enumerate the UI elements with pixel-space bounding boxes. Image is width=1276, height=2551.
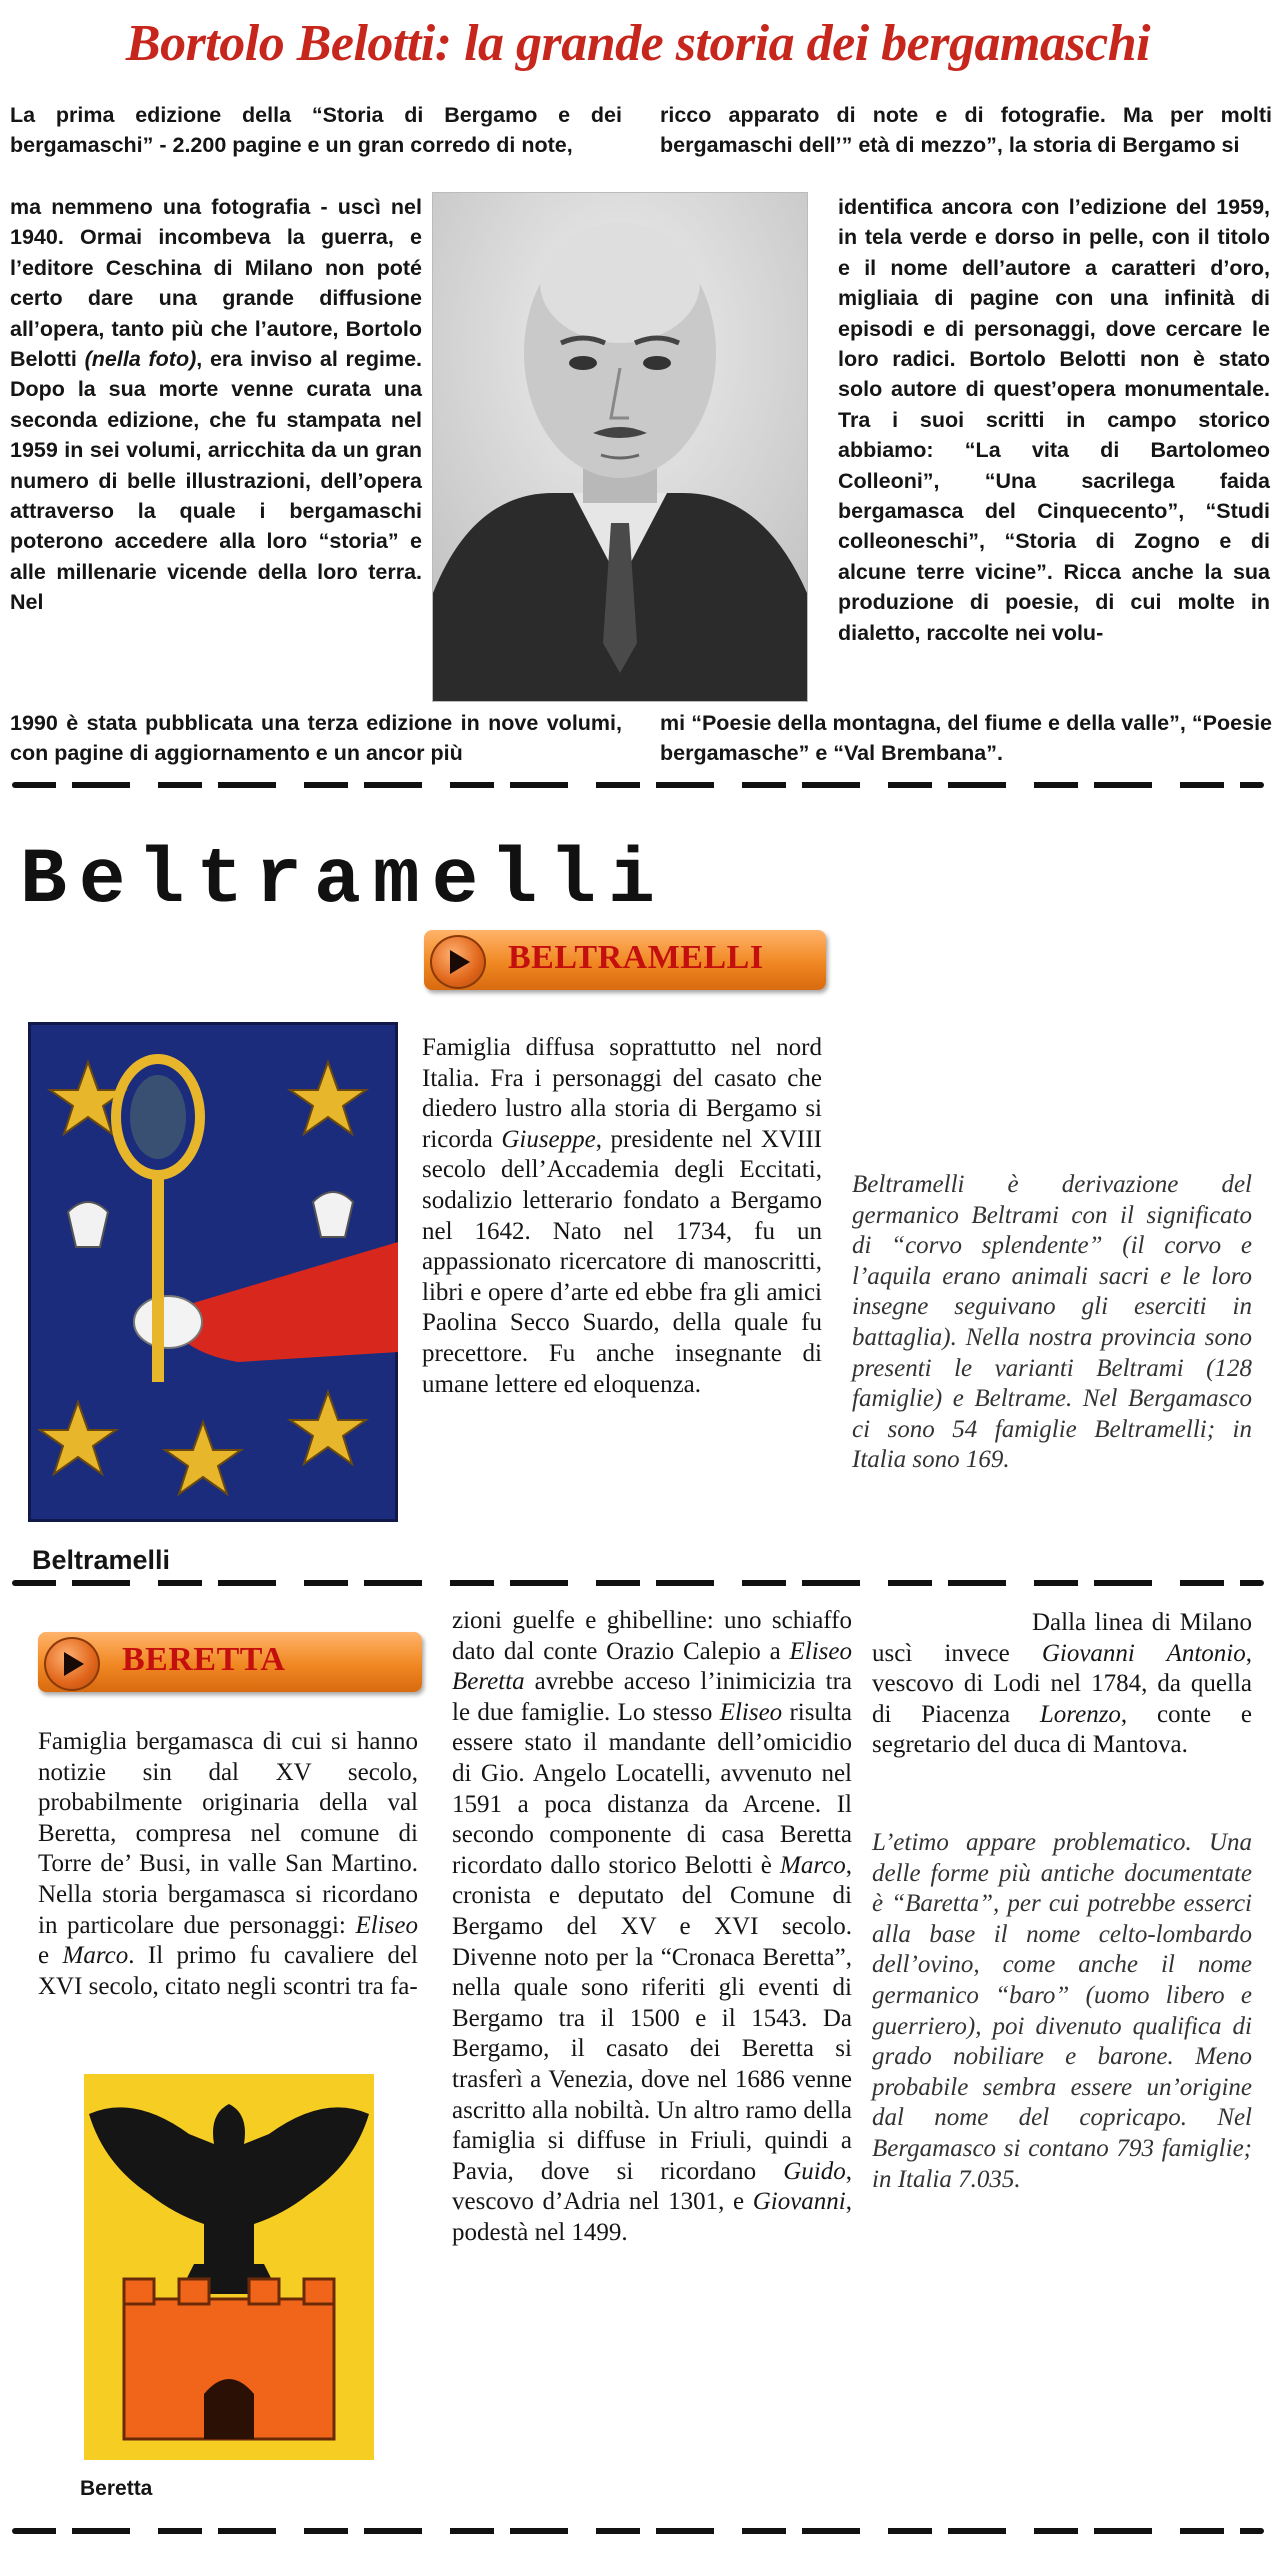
beltramelli-person-name: Giuseppe: [501, 1125, 596, 1153]
beretta-person-name: Eliseo Beretta: [452, 1637, 852, 1696]
beretta-banner-label: BERETTA: [122, 1641, 286, 1678]
beretta-person-name: Guido: [783, 2157, 846, 2185]
belotti-text-left: [10, 192, 422, 618]
coat-of-arms-illustration: [84, 2074, 374, 2460]
beretta-text-span: e: [38, 1942, 63, 1970]
belotti-text-top-left: La prima edizione della “Storia di Bergamo e dei bergamaschi” - 2.200 pagine e un gran corredo di note,: [10, 103, 622, 158]
beltramelli-etymology: Beltramelli è derivazione del germanico Beltrami con il significato di “corvo splendente” (il corvo e l’aquila erano animali sacri e le loro insegne seguivano gli eserciti in battaglia). Nella nostra provincia sono presenti le varianti Beltrami (128 famiglie) e Beltrame. Nel Bergamasco ci sono 54 famiglie Beltramelli; in Italia sono 169.: [852, 1171, 1252, 1474]
play-arrow-icon: [44, 1637, 100, 1691]
beretta-person-name: Giovanni: [752, 2188, 846, 2216]
beltramelli-text-span: Famiglia diffusa soprattutto nel nord Italia. Fra i personaggi del casato che diedero lustro alla storia di Bergamo si ricorda: [422, 1034, 822, 1153]
coat-of-arms-illustration: [28, 1022, 398, 1522]
beltramelli-banner: [424, 930, 826, 990]
beretta-text-span: Famiglia bergamasca di cui si hanno notizie sin dal XV secolo, probabilmente originaria della val Beretta, compresa nel comune di Torre de’ Busi, in valle San Martino. Nella storia bergamasca si ricordano in particolare due personaggi:: [38, 1728, 418, 1939]
beretta-text-span: . Il primo fu cavaliere del XVI secolo, citato negli scontri tra fa-: [38, 1942, 418, 2000]
beretta-person-name: Eliseo: [719, 1698, 783, 1726]
belotti-portrait-photo: [432, 192, 808, 702]
belotti-text-bottom-right: mi “Poesie della montagna, del fiume e della valle”, “Poesie bergamasche” e “Val Brembana”.: [660, 711, 1272, 766]
beretta-banner: [38, 1632, 422, 1692]
beretta-person-name: Giovanni Antonio: [1041, 1639, 1246, 1667]
belotti-text-right: identifica ancora con l’edizione del 1959, in tela verde e dorso in pelle, con il titolo e il nome dell’autore a caratteri d’oro, migliaia di pagine con una infinità di episodi e di personaggi, dove cercare le loro radici. Bortolo Belotti non è stato solo autore di quest’opera monumentale. Tra i suoi scritti in campo storico abbiamo: “La vita di Bartolomeo Colleoni”, “Una sacrilega faida bergamasca del Cinquecento”, “Studi colleoneschi”, “Storia di Zogno e di alcune terre vicine”. Ricca anche la sua produzione di poesie, di cui molte in dialetto, raccolte nei volu-: [838, 195, 1270, 645]
beretta-text-span: , cronista e deputato del Comune di Bergamo del XV e XVI secolo. Divenne noto per la “Cronaca Beretta”, nella quale sono riferiti gli eventi di Bergamo tra il 1500 e il 1543. Da Bergamo, il casato dei Beretta si trasferì a Venezia, dove nel 1686 venne ascritto alla nobiltà. Un altro ramo della famiglia si diffuse in Friuli, quindi a Pavia, dove si ricordano: [452, 1851, 852, 2185]
beretta-text-span: zioni guelfe e ghibelline: uno schiaffo dato dal conte Orazio Calepio a: [452, 1607, 852, 1665]
belotti-text-span: , era inviso al regime. Dopo la sua morte venne curata una seconda edizione, che fu stampata nel 1959 in sei volumi, arricchita da un gran numero di belle illustrazioni, dell’opera attraverso la quale i bergamaschi poterono accedere alla loro “storia” e alle millenarie vicende della loro terra. Nel: [10, 347, 423, 615]
beretta-text-span: , vescovo d’Adria nel 1301, e: [452, 2157, 852, 2216]
beretta-etymology: L’etimo appare problematico. Una delle forme più antiche documentate è “Baretta”, per cui potrebbe esserci alla base il nome celto-lombardo dell’ovino, come anche il nome germanico “baro” (uomo libero e guerriero), poi divenuto qualifica di grado nobiliare e barone. Meno probabile sembra essere un’origine dal nome del copricapo. Nel Bergamasco si contano 793 famiglie; in Italia 7.035.: [872, 1829, 1252, 2193]
beretta-text-span: Dalla linea di Milano uscì invece: [872, 1609, 1252, 1667]
beretta-text-span: , podestà nel 1499.: [452, 2188, 852, 2246]
belotti-photo-ref: (nella foto): [84, 347, 197, 372]
beltramelli-coat-of-arms: [28, 1022, 398, 1522]
beltramelli-caption: Beltramelli: [32, 1545, 171, 1575]
portrait-illustration: [433, 193, 807, 701]
belotti-text-span: ma nemmeno una fotografia - uscì nel 1940. Ormai incombeva la guerra, e l’editore Ceschina di Milano non poté certo dare una grande diffusione all’opera, tanto più che l’autore, Bortolo Belotti: [10, 195, 422, 372]
beretta-person-name: Eliseo: [355, 1911, 418, 1939]
beretta-text-span: risulta essere stato il mandante dell’omicidio di Gio. Angelo Locatelli, avvenuto nel 1591 a poca distanza da Arcene. Il secondo componente di casa Beretta ricordato dallo storico Belotti è: [452, 1698, 852, 1879]
beltramelli-text-span: , presidente nel XVIII secolo dell’Accademia degli Eccitati, sodalizio letterario fondato a Bergamo nel 1642. Nato nel 1734, fu un appassionato ricercatore di manoscritti, libri e opere d’arte ed ebbe fra gli amici Paolina Secco Suardo, della quale fu precettore. Fu anche insegnante di umane lettere ed eloquenza.: [422, 1125, 822, 1398]
beretta-person-name: Lorenzo: [1039, 1700, 1121, 1728]
beretta-person-name: Marco: [780, 1851, 846, 1879]
beretta-text-span: , conte e segretario del duca di Mantova.: [872, 1700, 1253, 1759]
beretta-text-span: , vescovo di Lodi nel 1784, da quella di Piacenza: [872, 1639, 1252, 1728]
section-divider: [12, 782, 1264, 788]
section-divider: [12, 2528, 1264, 2534]
beretta-description-col1: [38, 1727, 418, 2002]
beretta-caption: Beretta: [80, 2477, 153, 2500]
belotti-text-bottom-left: 1990 è stata pubblicata una terza edizione in nove volumi, con pagine di aggiornamento e un ancor più: [10, 711, 622, 766]
belotti-title: Bortolo Belotti: la grande storia dei bergamaschi: [125, 15, 1151, 72]
section-divider: [12, 1580, 1264, 1586]
beretta-description-col3: [872, 1608, 1252, 1761]
beretta-description-col2: [452, 1606, 852, 2248]
beretta-text-span: avrebbe acceso l’inimicizia tra le due famiglie. Lo stesso: [452, 1668, 852, 1726]
beretta-person-name: Marco: [62, 1942, 129, 1970]
beltramelli-description: [422, 1033, 822, 1400]
beltramelli-banner-label: BELTRAMELLI: [508, 939, 764, 976]
play-arrow-icon: [430, 935, 486, 989]
beltramelli-big-heading: Beltramelli: [20, 837, 667, 925]
beretta-coat-of-arms: [84, 2074, 374, 2460]
belotti-text-top-right: ricco apparato di note e di fotografie. Ma per molti bergamaschi dell’” età di mezzo”, la storia di Bergamo si: [660, 103, 1272, 158]
